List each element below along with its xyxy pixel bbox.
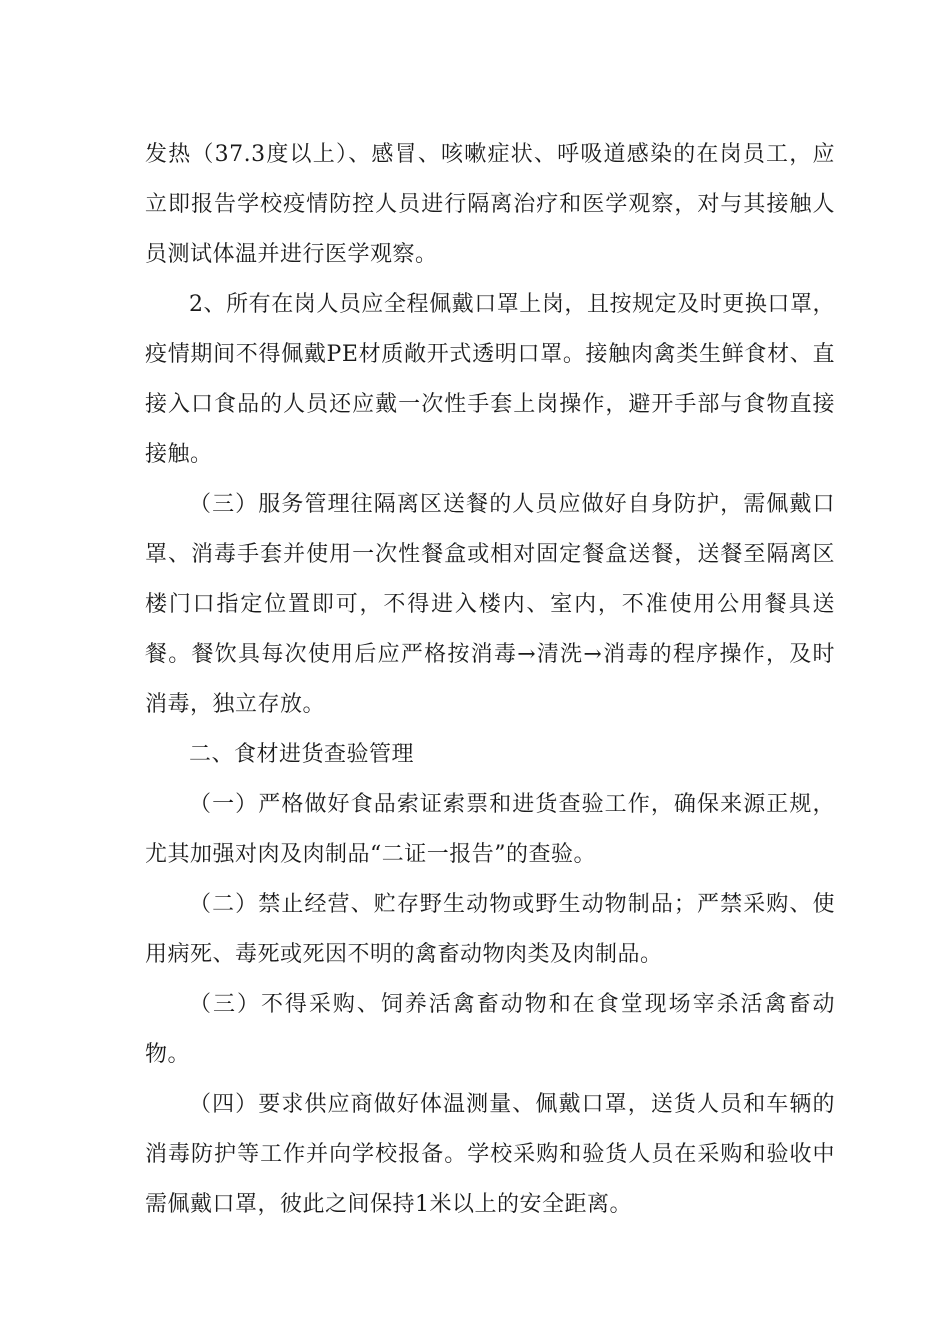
paragraph-fever-report: 发热（37.3度以上）、感冒、咳嗽症状、呼吸道感染的在岗员工，应立即报告学校疫情防控人员进行隔离治疗和医学观察，对与其接触人员测试体温并进行医学观察。 (145, 142, 835, 267)
paragraph-inspection-item-2: （二）禁止经营、贮存野生动物或野生动物制品；严禁采购、使用病死、毒死或死因不明的禽畜动物肉类及肉制品。 (145, 892, 835, 967)
paragraph-inspection-item-3: （三）不得采购、饲养活禽畜动物和在食堂现场宰杀活禽畜动物。 (145, 992, 835, 1067)
section-heading-food-inspection: 二、食材进货查验管理 (189, 742, 415, 767)
document-page (145, 130, 835, 1230)
paragraph-inspection-item-4: （四）要求供应商做好体温测量、佩戴口罩，送货人员和车辆的消毒防护等工作并向学校报备。学校采购和验货人员在采购和验收中需佩戴口罩，彼此之间保持1米以上的安全距离。 (145, 1092, 835, 1217)
paragraph-mask-requirement: 2、所有在岗人员应全程佩戴口罩上岗，且按规定及时更换口罩，疫情期间不得佩戴PE材质敞开式透明口罩。接触肉禽类生鲜食材、直接入口食品的人员还应戴一次性手套上岗操作，避开手部与食物直接接触。 (145, 292, 835, 467)
paragraph-inspection-item-1: （一）严格做好食品索证索票和进货查验工作，确保来源正规，尤其加强对肉及肉制品“二证一报告”的查验。 (145, 792, 835, 867)
paragraph-isolation-meal-delivery: （三）服务管理往隔离区送餐的人员应做好自身防护，需佩戴口罩、消毒手套并使用一次性餐盒或相对固定餐盒送餐，送餐至隔离区楼门口指定位置即可，不得进入楼内、室内，不准使用公用餐具送餐。餐饮具每次使用后应严格按消毒→清洗→消毒的程序操作，及时消毒，独立存放。 (145, 492, 835, 717)
